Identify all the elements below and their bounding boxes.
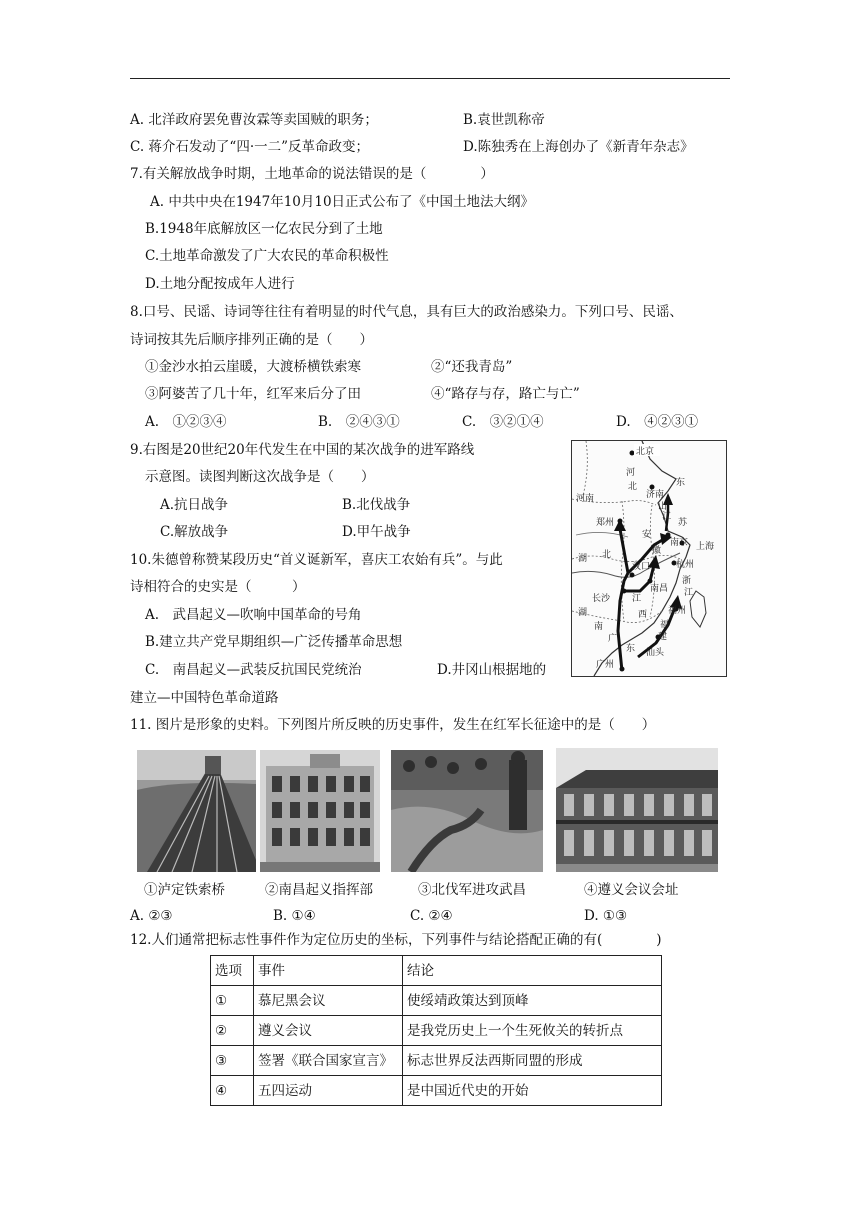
table-cell: 是中国近代史的开始	[403, 1076, 662, 1106]
table-header-row	[211, 956, 662, 986]
map-label-hunan: 湖	[578, 608, 588, 618]
q6-option-b: B.袁世凯称帝	[463, 112, 545, 128]
q8-item-2: ②“还我青岛”	[431, 359, 513, 375]
header-rule	[130, 78, 730, 79]
wuchang-battle-photo	[391, 750, 543, 872]
map-label-beijing: 北京	[636, 447, 655, 457]
map-label-shan: 山	[658, 502, 668, 512]
zunyi-meeting-site-photo	[556, 748, 718, 872]
map-label-hu: 湖	[578, 554, 588, 564]
photo-caption-4: ④遵义会议会址	[584, 882, 679, 898]
photo-caption-1: ①泸定铁索桥	[144, 882, 225, 898]
q9-option-d: D.甲午战争	[342, 524, 411, 540]
q7-option-d: D.土地分配按成年人进行	[145, 276, 295, 292]
table-cell: 遵义会议	[254, 1016, 403, 1046]
table-header-cell: 选项	[211, 956, 254, 986]
map-label-zhengzhou: 郑州	[596, 518, 615, 528]
map-label-su: 苏	[678, 518, 688, 528]
map-label-bei: 北	[628, 482, 638, 492]
table-cell: 慕尼黑会议	[254, 986, 403, 1016]
q11-option-a: A. ②③	[130, 908, 173, 924]
table-cell: 标志世界反法西斯同盟的形成	[403, 1046, 662, 1076]
table-cell: 五四运动	[254, 1076, 403, 1106]
q8-option-b: B. ②④③①	[318, 414, 400, 430]
table-row	[211, 1076, 662, 1106]
table-cell: ③	[211, 1046, 254, 1076]
map-label-dong: 东	[676, 478, 686, 488]
q12-stem: 12.人们通常把标志性事件作为定位历史的坐标，下列事件与结论搭配正确的有( )	[130, 932, 662, 948]
q10-stem-line1: 10.朱德曾称赞某段历史“首义诞新军，喜庆工农始有兵”。与此	[130, 552, 503, 568]
map-label-hangzhou: 杭州	[676, 560, 695, 570]
map-label-jiang2: 江	[684, 588, 694, 598]
table-cell: ①	[211, 986, 254, 1016]
map-label-jiangxi-jiang: 江	[632, 594, 642, 604]
q10-stem-line2: 诗相符合的史实是（ ）	[130, 579, 306, 595]
map-label-he: 河	[626, 468, 636, 478]
q11-option-b: B. ①④	[273, 908, 316, 924]
q10-option-d-continued: 建立—中国特色革命道路	[130, 690, 279, 706]
q8-stem-line1: 8.口号、民谣、诗词等往往有着明显的时代气息，具有巨大的政治感染力。下列口号、民谣、	[130, 304, 683, 320]
photo-caption-3: ③北伐军进攻武昌	[418, 882, 526, 898]
q11-option-c: C. ②④	[410, 908, 453, 924]
map-label-shantou: 汕头	[646, 648, 665, 658]
q9-option-c: C.解放战争	[160, 524, 229, 540]
q6-option-a: A. 北洋政府罢免曹汝霖等卖国贼的职务；	[130, 112, 378, 128]
q8-option-d: D. ④②③①	[616, 414, 699, 430]
map-label-hui: 徽	[652, 546, 662, 556]
q8-option-a: A. ①②③④	[145, 414, 227, 430]
q7-option-b: B.1948年底解放区一亿农民分到了土地	[145, 221, 383, 237]
map-label-hankou: 汉口	[632, 562, 651, 572]
table-cell: ④	[211, 1076, 254, 1106]
q8-item-3: ③阿婆苦了几十年，红军来后分了田	[145, 386, 361, 402]
map-label-shanghai: 上海	[696, 542, 715, 552]
map-label-an: 安	[642, 530, 652, 540]
q7-option-c: C.土地革命激发了广大农民的革命积极性	[145, 248, 389, 264]
nanchang-headquarters-photo	[260, 750, 380, 872]
northern-expedition-map	[571, 440, 727, 677]
q9-stem-line2: 示意图。读图判断这次战争是（ ）	[145, 469, 375, 485]
table-row	[211, 986, 662, 1016]
q7-option-a: A. 中共中央在1947年10月10日正式公布了《中国土地法大纲》	[150, 194, 535, 210]
photo-caption-2: ②南昌起义指挥部	[265, 882, 373, 898]
q10-option-d: D.井冈山根据地的	[437, 662, 547, 678]
table-cell: 是我党历史上一个生死攸关的转折点	[403, 1016, 662, 1046]
q6-option-d: D.陈独秀在上海创办了《新青年杂志》	[463, 139, 694, 155]
q9-option-a: A.抗日战争	[160, 497, 229, 513]
map-label-jiang: 江	[662, 512, 672, 522]
q10-option-a: A. 武昌起义—吹响中国革命的号角	[145, 607, 362, 623]
table-row	[211, 1046, 662, 1076]
map-label-dong2: 东	[626, 644, 636, 654]
q8-option-c: C. ③②①④	[462, 414, 544, 430]
map-label-nanchang: 南昌	[650, 584, 669, 594]
luding-bridge-photo	[137, 750, 256, 872]
q7-stem: 7.有关解放战争时期，土地革命的说法错误的是（ ）	[130, 166, 494, 182]
q11-stem: 11. 图片是形象的史料。下列图片所反映的历史事件，发生在红军长征途中的是（ ）	[130, 717, 656, 733]
map-label-jinan: 济南	[646, 490, 665, 500]
q8-stem-line2: 诗词按其先后顺序排列正确的是（ ）	[130, 332, 373, 348]
map-label-changsha: 长沙	[592, 594, 611, 604]
map-label-xi: 西	[638, 610, 648, 620]
map-label-fuzhou: 福州	[668, 606, 687, 616]
map-label-guang: 广	[608, 634, 618, 644]
table-header-cell: 事件	[254, 956, 403, 986]
map-label-guangzhou: 广州	[596, 660, 615, 670]
table-cell: ②	[211, 1016, 254, 1046]
map-label-jian: 建	[658, 632, 668, 642]
q6-option-c: C. 蒋介石发动了“四·一二”反革命政变；	[130, 139, 370, 155]
table-header-cell: 结论	[403, 956, 662, 986]
q12-table	[210, 955, 662, 1106]
q10-option-b: B.建立共产党早期组织—广泛传播革命思想	[145, 634, 403, 650]
map-label-nan: 南	[594, 622, 604, 632]
q8-item-1: ①金沙水拍云崖暖，大渡桥横铁索寒	[145, 359, 361, 375]
q9-stem-line1: 9.右图是20世纪20年代发生在中国的某次战争的进军路线	[130, 442, 475, 458]
table-row	[211, 1016, 662, 1046]
map-label-henan: 河南	[576, 494, 595, 504]
q11-option-d: D. ①③	[584, 908, 628, 924]
map-label-fu: 福	[660, 620, 670, 630]
table-cell: 签署《联合国家宣言》	[254, 1046, 403, 1076]
q8-item-4: ④“路存与存，路亡与亡”	[431, 386, 580, 402]
q9-option-b: B.北伐战争	[342, 497, 411, 513]
table-cell: 使绥靖政策达到顶峰	[403, 986, 662, 1016]
q10-option-c: C. 南昌起义—武装反抗国民党统治	[145, 662, 362, 678]
map-label-zhe: 浙	[682, 576, 692, 586]
map-label-hubei-bei: 北	[602, 550, 612, 560]
map-label-nanjing: 南京	[670, 538, 689, 548]
